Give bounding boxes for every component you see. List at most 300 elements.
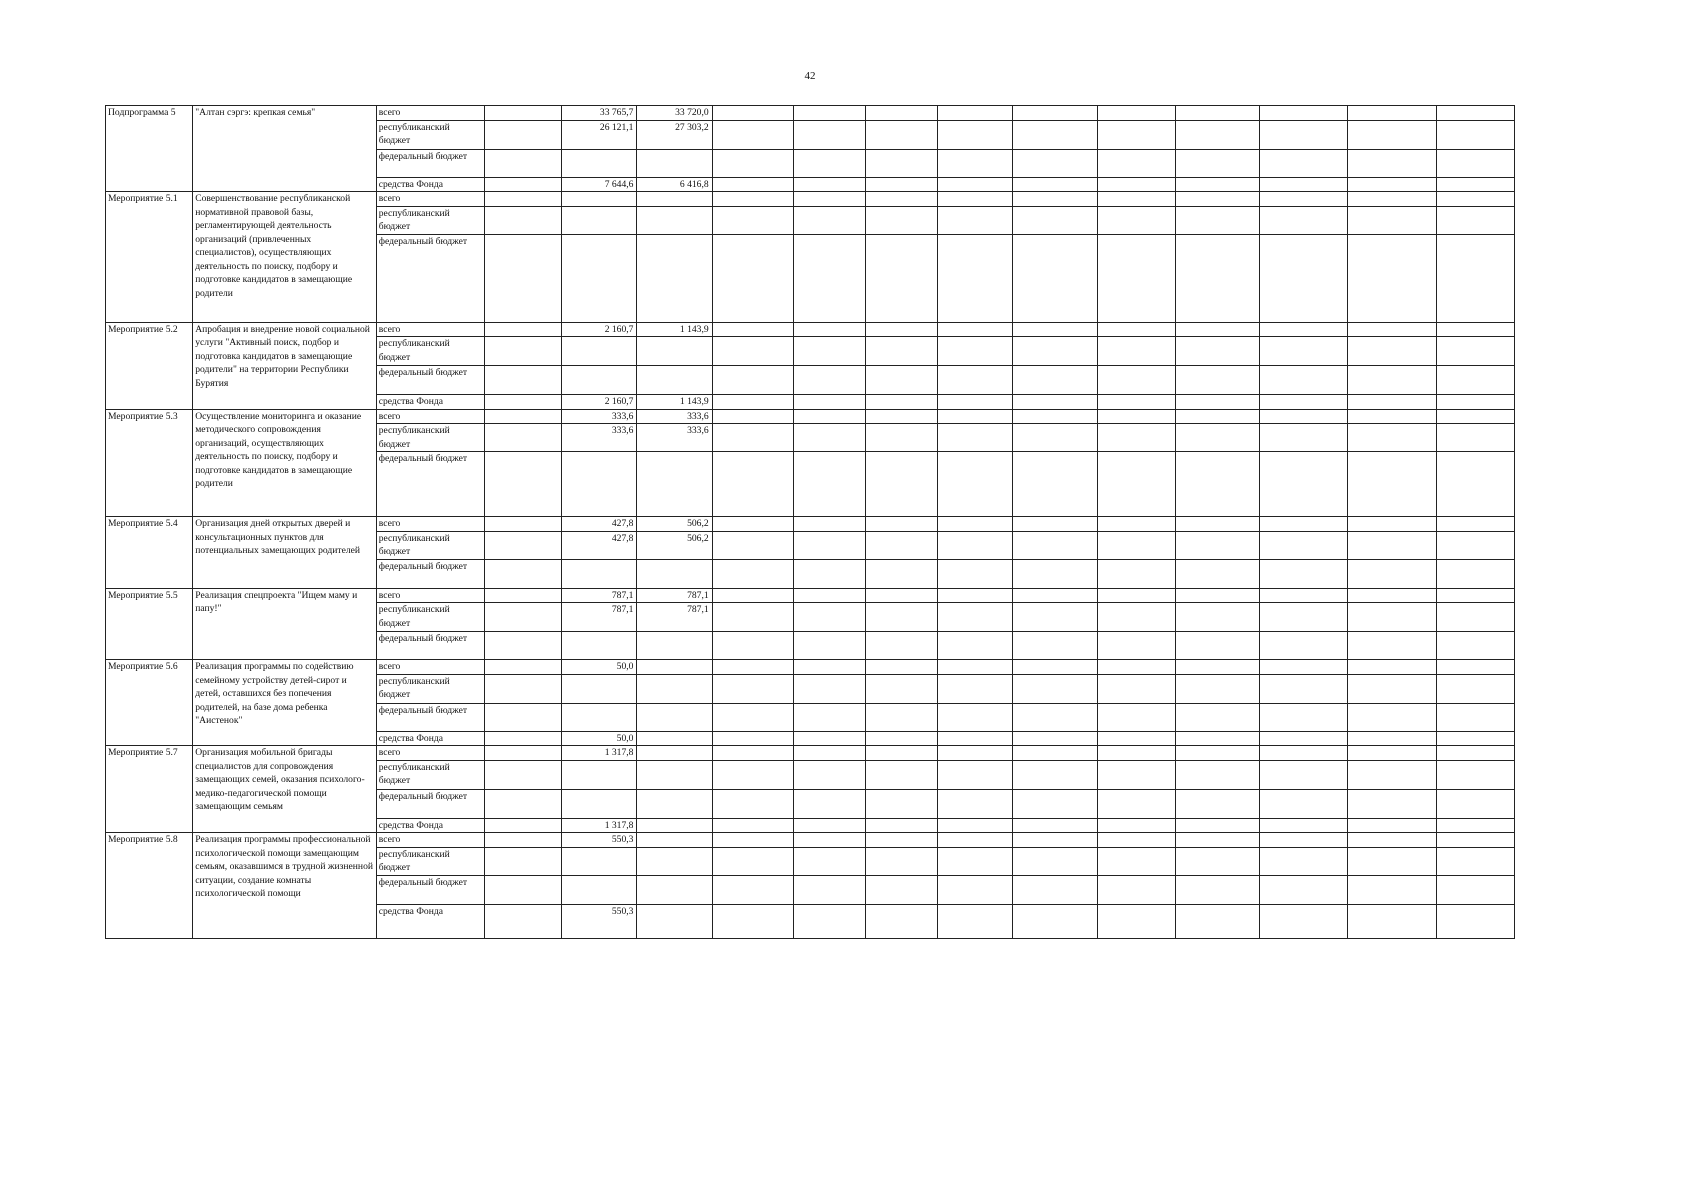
empty-cell bbox=[712, 731, 793, 746]
value-cell-actual: 506,2 bbox=[637, 517, 712, 532]
empty-cell bbox=[1348, 337, 1436, 366]
empty-cell bbox=[1097, 234, 1175, 322]
value-cell-plan bbox=[562, 337, 637, 366]
table-row bbox=[106, 517, 1515, 532]
empty-cell bbox=[1260, 177, 1348, 192]
empty-cell bbox=[938, 746, 1012, 761]
program-code-cell: Мероприятие 5.6 bbox=[106, 660, 193, 746]
empty-cell bbox=[712, 206, 793, 234]
value-cell-plan bbox=[562, 149, 637, 177]
empty-cell bbox=[866, 337, 938, 366]
funding-source-cell: федеральный бюджет bbox=[376, 875, 484, 904]
funding-source-cell: федеральный бюджет bbox=[376, 366, 484, 395]
empty-cell bbox=[938, 531, 1012, 559]
empty-cell bbox=[793, 847, 865, 875]
empty-cell bbox=[485, 789, 562, 818]
empty-cell bbox=[1175, 177, 1259, 192]
empty-cell bbox=[1012, 452, 1097, 517]
funding-source-cell: средства Фонда bbox=[376, 395, 484, 410]
funding-source-cell: федеральный бюджет bbox=[376, 149, 484, 177]
empty-cell bbox=[1348, 875, 1436, 904]
value-cell-plan: 550,3 bbox=[562, 904, 637, 938]
empty-cell bbox=[1260, 206, 1348, 234]
empty-cell bbox=[1436, 177, 1514, 192]
value-cell-plan: 333,6 bbox=[562, 409, 637, 424]
empty-cell bbox=[938, 660, 1012, 675]
value-cell-plan bbox=[562, 234, 637, 322]
empty-cell bbox=[485, 632, 562, 660]
empty-cell bbox=[1436, 559, 1514, 588]
empty-cell bbox=[1012, 409, 1097, 424]
empty-cell bbox=[866, 904, 938, 938]
empty-cell bbox=[866, 833, 938, 848]
empty-cell bbox=[1348, 517, 1436, 532]
empty-cell bbox=[866, 603, 938, 632]
program-name-cell: Организация дней открытых дверей и консультационных пунктов для потенциальных замещающих родителей bbox=[193, 517, 377, 589]
empty-cell bbox=[793, 833, 865, 848]
empty-cell bbox=[1097, 674, 1175, 703]
empty-cell bbox=[1175, 452, 1259, 517]
empty-cell bbox=[1348, 192, 1436, 207]
budget-table bbox=[105, 105, 1515, 939]
empty-cell bbox=[938, 674, 1012, 703]
empty-cell bbox=[1175, 517, 1259, 532]
empty-cell bbox=[1097, 337, 1175, 366]
empty-cell bbox=[1175, 588, 1259, 603]
empty-cell bbox=[793, 660, 865, 675]
empty-cell bbox=[485, 177, 562, 192]
empty-cell bbox=[1260, 517, 1348, 532]
empty-cell bbox=[1260, 760, 1348, 789]
empty-cell bbox=[1436, 674, 1514, 703]
value-cell-actual bbox=[637, 149, 712, 177]
empty-cell bbox=[1175, 192, 1259, 207]
empty-cell bbox=[866, 395, 938, 410]
value-cell-actual: 6 416,8 bbox=[637, 177, 712, 192]
empty-cell bbox=[1175, 120, 1259, 149]
value-cell-actual bbox=[637, 789, 712, 818]
empty-cell bbox=[485, 337, 562, 366]
funding-source-cell: средства Фонда bbox=[376, 818, 484, 833]
empty-cell bbox=[1260, 789, 1348, 818]
empty-cell bbox=[866, 531, 938, 559]
empty-cell bbox=[1175, 409, 1259, 424]
value-cell-plan bbox=[562, 206, 637, 234]
value-cell-actual: 1 143,9 bbox=[637, 395, 712, 410]
empty-cell bbox=[1260, 531, 1348, 559]
empty-cell bbox=[712, 366, 793, 395]
empty-cell bbox=[1260, 847, 1348, 875]
funding-source-cell: республиканский бюджет bbox=[376, 206, 484, 234]
funding-source-cell: республиканский бюджет bbox=[376, 674, 484, 703]
funding-source-cell: всего bbox=[376, 660, 484, 675]
empty-cell bbox=[1348, 366, 1436, 395]
funding-source-cell: всего bbox=[376, 409, 484, 424]
empty-cell bbox=[1097, 424, 1175, 452]
value-cell-plan bbox=[562, 847, 637, 875]
empty-cell bbox=[1436, 789, 1514, 818]
empty-cell bbox=[485, 904, 562, 938]
value-cell-plan: 2 160,7 bbox=[562, 395, 637, 410]
program-name-cell: Реализация спецпроекта "Ищем маму и папу!" bbox=[193, 588, 377, 660]
empty-cell bbox=[1348, 746, 1436, 761]
funding-source-cell: средства Фонда bbox=[376, 904, 484, 938]
empty-cell bbox=[1348, 531, 1436, 559]
empty-cell bbox=[793, 731, 865, 746]
value-cell-actual bbox=[637, 192, 712, 207]
empty-cell bbox=[1436, 120, 1514, 149]
empty-cell bbox=[1097, 847, 1175, 875]
empty-cell bbox=[712, 847, 793, 875]
empty-cell bbox=[1097, 120, 1175, 149]
empty-cell bbox=[485, 452, 562, 517]
empty-cell bbox=[712, 588, 793, 603]
table-row bbox=[106, 192, 1515, 207]
empty-cell bbox=[1012, 588, 1097, 603]
program-code-cell: Подпрограмма 5 bbox=[106, 106, 193, 192]
empty-cell bbox=[1097, 149, 1175, 177]
empty-cell bbox=[1097, 395, 1175, 410]
empty-cell bbox=[866, 517, 938, 532]
empty-cell bbox=[793, 603, 865, 632]
empty-cell bbox=[1348, 120, 1436, 149]
empty-cell bbox=[866, 746, 938, 761]
empty-cell bbox=[1175, 366, 1259, 395]
empty-cell bbox=[485, 559, 562, 588]
value-cell-plan: 550,3 bbox=[562, 833, 637, 848]
empty-cell bbox=[1012, 192, 1097, 207]
empty-cell bbox=[1012, 875, 1097, 904]
empty-cell bbox=[485, 588, 562, 603]
empty-cell bbox=[938, 632, 1012, 660]
empty-cell bbox=[1348, 322, 1436, 337]
funding-source-cell: всего bbox=[376, 833, 484, 848]
program-code-cell: Мероприятие 5.8 bbox=[106, 833, 193, 939]
empty-cell bbox=[1436, 366, 1514, 395]
empty-cell bbox=[793, 452, 865, 517]
empty-cell bbox=[793, 192, 865, 207]
value-cell-plan bbox=[562, 192, 637, 207]
empty-cell bbox=[485, 517, 562, 532]
empty-cell bbox=[1348, 409, 1436, 424]
value-cell-plan: 2 160,7 bbox=[562, 322, 637, 337]
empty-cell bbox=[1260, 424, 1348, 452]
empty-cell bbox=[1097, 789, 1175, 818]
empty-cell bbox=[793, 818, 865, 833]
empty-cell bbox=[485, 149, 562, 177]
value-cell-plan: 26 121,1 bbox=[562, 120, 637, 149]
empty-cell bbox=[793, 703, 865, 731]
empty-cell bbox=[712, 192, 793, 207]
funding-source-cell: всего bbox=[376, 322, 484, 337]
empty-cell bbox=[712, 559, 793, 588]
empty-cell bbox=[1436, 731, 1514, 746]
program-code-cell: Мероприятие 5.1 bbox=[106, 192, 193, 323]
funding-source-cell: федеральный бюджет bbox=[376, 559, 484, 588]
value-cell-actual: 787,1 bbox=[637, 603, 712, 632]
value-cell-actual bbox=[637, 366, 712, 395]
value-cell-actual: 506,2 bbox=[637, 531, 712, 559]
empty-cell bbox=[1175, 632, 1259, 660]
empty-cell bbox=[866, 789, 938, 818]
empty-cell bbox=[1012, 603, 1097, 632]
value-cell-plan bbox=[562, 632, 637, 660]
funding-source-cell: федеральный бюджет bbox=[376, 703, 484, 731]
empty-cell bbox=[938, 818, 1012, 833]
funding-source-cell: республиканский бюджет bbox=[376, 760, 484, 789]
empty-cell bbox=[1436, 847, 1514, 875]
funding-source-cell: республиканский бюджет bbox=[376, 120, 484, 149]
funding-source-cell: всего bbox=[376, 517, 484, 532]
empty-cell bbox=[1175, 531, 1259, 559]
empty-cell bbox=[1260, 746, 1348, 761]
empty-cell bbox=[866, 234, 938, 322]
value-cell-plan bbox=[562, 789, 637, 818]
funding-source-cell: республиканский бюджет bbox=[376, 531, 484, 559]
empty-cell bbox=[1012, 746, 1097, 761]
funding-source-cell: республиканский бюджет bbox=[376, 847, 484, 875]
empty-cell bbox=[938, 760, 1012, 789]
empty-cell bbox=[1012, 731, 1097, 746]
empty-cell bbox=[1097, 206, 1175, 234]
empty-cell bbox=[1348, 588, 1436, 603]
empty-cell bbox=[866, 206, 938, 234]
empty-cell bbox=[938, 789, 1012, 818]
empty-cell bbox=[938, 322, 1012, 337]
empty-cell bbox=[1175, 603, 1259, 632]
empty-cell bbox=[1175, 833, 1259, 848]
empty-cell bbox=[712, 674, 793, 703]
program-name-cell: Совершенствование республиканской нормативной правовой базы, регламентирующей деятельность организаций (привлеченных специалистов), осуществляющих деятельность по поиску, подбору и подготовке кандидатов в замещающие родители bbox=[193, 192, 377, 323]
empty-cell bbox=[1097, 588, 1175, 603]
empty-cell bbox=[485, 760, 562, 789]
empty-cell bbox=[1436, 531, 1514, 559]
empty-cell bbox=[1097, 703, 1175, 731]
value-cell-actual bbox=[637, 703, 712, 731]
empty-cell bbox=[1175, 674, 1259, 703]
value-cell-actual: 787,1 bbox=[637, 588, 712, 603]
empty-cell bbox=[1436, 760, 1514, 789]
value-cell-plan: 1 317,8 bbox=[562, 746, 637, 761]
empty-cell bbox=[793, 674, 865, 703]
funding-source-cell: федеральный бюджет bbox=[376, 789, 484, 818]
empty-cell bbox=[1012, 366, 1097, 395]
empty-cell bbox=[793, 120, 865, 149]
empty-cell bbox=[1012, 395, 1097, 410]
value-cell-plan: 333,6 bbox=[562, 424, 637, 452]
funding-source-cell: средства Фонда bbox=[376, 731, 484, 746]
empty-cell bbox=[485, 660, 562, 675]
value-cell-actual: 27 303,2 bbox=[637, 120, 712, 149]
empty-cell bbox=[1097, 904, 1175, 938]
empty-cell bbox=[712, 452, 793, 517]
empty-cell bbox=[1012, 789, 1097, 818]
empty-cell bbox=[1012, 177, 1097, 192]
empty-cell bbox=[1260, 703, 1348, 731]
empty-cell bbox=[485, 703, 562, 731]
empty-cell bbox=[938, 424, 1012, 452]
empty-cell bbox=[712, 517, 793, 532]
funding-source-cell: федеральный бюджет bbox=[376, 234, 484, 322]
empty-cell bbox=[485, 531, 562, 559]
value-cell-actual bbox=[637, 674, 712, 703]
empty-cell bbox=[1436, 603, 1514, 632]
empty-cell bbox=[938, 731, 1012, 746]
empty-cell bbox=[1348, 106, 1436, 121]
empty-cell bbox=[485, 206, 562, 234]
program-name-cell: Реализация программы профессиональной психологической помощи замещающим семьям, оказавшимся в трудной жизненной ситуации, создание комнаты психологической помощи bbox=[193, 833, 377, 939]
empty-cell bbox=[866, 818, 938, 833]
empty-cell bbox=[938, 395, 1012, 410]
empty-cell bbox=[1436, 703, 1514, 731]
empty-cell bbox=[793, 531, 865, 559]
empty-cell bbox=[485, 875, 562, 904]
empty-cell bbox=[793, 106, 865, 121]
empty-cell bbox=[485, 395, 562, 410]
funding-source-cell: средства Фонда bbox=[376, 177, 484, 192]
empty-cell bbox=[1097, 818, 1175, 833]
empty-cell bbox=[1260, 603, 1348, 632]
empty-cell bbox=[1012, 337, 1097, 366]
empty-cell bbox=[485, 192, 562, 207]
empty-cell bbox=[1260, 731, 1348, 746]
empty-cell bbox=[1175, 760, 1259, 789]
program-code-cell: Мероприятие 5.4 bbox=[106, 517, 193, 589]
empty-cell bbox=[1012, 760, 1097, 789]
empty-cell bbox=[485, 847, 562, 875]
empty-cell bbox=[1436, 234, 1514, 322]
empty-cell bbox=[1348, 847, 1436, 875]
empty-cell bbox=[1012, 149, 1097, 177]
funding-source-cell: всего bbox=[376, 588, 484, 603]
empty-cell bbox=[1175, 559, 1259, 588]
value-cell-plan: 427,8 bbox=[562, 531, 637, 559]
empty-cell bbox=[1260, 674, 1348, 703]
empty-cell bbox=[866, 674, 938, 703]
empty-cell bbox=[866, 192, 938, 207]
value-cell-actual bbox=[637, 904, 712, 938]
table-row bbox=[106, 106, 1515, 121]
empty-cell bbox=[1348, 731, 1436, 746]
empty-cell bbox=[1012, 106, 1097, 121]
empty-cell bbox=[938, 559, 1012, 588]
empty-cell bbox=[866, 366, 938, 395]
value-cell-plan bbox=[562, 875, 637, 904]
value-cell-actual: 333,6 bbox=[637, 409, 712, 424]
empty-cell bbox=[1097, 603, 1175, 632]
empty-cell bbox=[1097, 192, 1175, 207]
empty-cell bbox=[1348, 452, 1436, 517]
empty-cell bbox=[1348, 234, 1436, 322]
value-cell-actual bbox=[637, 833, 712, 848]
value-cell-actual: 1 143,9 bbox=[637, 322, 712, 337]
empty-cell bbox=[1260, 234, 1348, 322]
empty-cell bbox=[866, 703, 938, 731]
empty-cell bbox=[793, 149, 865, 177]
empty-cell bbox=[1436, 588, 1514, 603]
empty-cell bbox=[1260, 395, 1348, 410]
table-row bbox=[106, 746, 1515, 761]
empty-cell bbox=[712, 760, 793, 789]
empty-cell bbox=[793, 395, 865, 410]
empty-cell bbox=[1097, 632, 1175, 660]
empty-cell bbox=[793, 904, 865, 938]
empty-cell bbox=[1260, 106, 1348, 121]
empty-cell bbox=[1097, 106, 1175, 121]
empty-cell bbox=[1436, 206, 1514, 234]
program-name-cell: Апробация и внедрение новой социальной услуги "Активный поиск, подбор и подготовка кандидатов в замещающие родители" на территории Республики Бурятия bbox=[193, 322, 377, 409]
table-row bbox=[106, 409, 1515, 424]
empty-cell bbox=[1097, 322, 1175, 337]
empty-cell bbox=[1175, 731, 1259, 746]
empty-cell bbox=[1260, 337, 1348, 366]
value-cell-actual: 33 720,0 bbox=[637, 106, 712, 121]
empty-cell bbox=[1348, 789, 1436, 818]
empty-cell bbox=[1012, 703, 1097, 731]
empty-cell bbox=[938, 234, 1012, 322]
empty-cell bbox=[793, 632, 865, 660]
empty-cell bbox=[1348, 177, 1436, 192]
empty-cell bbox=[1097, 177, 1175, 192]
empty-cell bbox=[866, 452, 938, 517]
value-cell-actual bbox=[637, 337, 712, 366]
empty-cell bbox=[866, 106, 938, 121]
empty-cell bbox=[712, 632, 793, 660]
empty-cell bbox=[1436, 875, 1514, 904]
empty-cell bbox=[1348, 632, 1436, 660]
program-name-cell: "Алтан сэргэ: крепкая семья" bbox=[193, 106, 377, 192]
empty-cell bbox=[1012, 904, 1097, 938]
empty-cell bbox=[1348, 904, 1436, 938]
empty-cell bbox=[1436, 904, 1514, 938]
value-cell-plan: 7 644,6 bbox=[562, 177, 637, 192]
empty-cell bbox=[712, 833, 793, 848]
empty-cell bbox=[1436, 818, 1514, 833]
empty-cell bbox=[793, 366, 865, 395]
empty-cell bbox=[1260, 588, 1348, 603]
empty-cell bbox=[866, 588, 938, 603]
empty-cell bbox=[712, 660, 793, 675]
empty-cell bbox=[1260, 904, 1348, 938]
empty-cell bbox=[1012, 674, 1097, 703]
value-cell-plan bbox=[562, 366, 637, 395]
empty-cell bbox=[712, 789, 793, 818]
empty-cell bbox=[793, 875, 865, 904]
funding-source-cell: федеральный бюджет bbox=[376, 632, 484, 660]
empty-cell bbox=[1012, 120, 1097, 149]
empty-cell bbox=[793, 424, 865, 452]
empty-cell bbox=[793, 322, 865, 337]
empty-cell bbox=[1348, 559, 1436, 588]
empty-cell bbox=[866, 177, 938, 192]
program-name-cell: Реализация программы по содействию семейному устройству детей-сирот и детей, оставшихся без попечения родителей, на базе дома ребенка "Аистенок" bbox=[193, 660, 377, 746]
empty-cell bbox=[1012, 517, 1097, 532]
empty-cell bbox=[1175, 337, 1259, 366]
empty-cell bbox=[1175, 106, 1259, 121]
empty-cell bbox=[1097, 531, 1175, 559]
program-code-cell: Мероприятие 5.3 bbox=[106, 409, 193, 517]
value-cell-actual bbox=[637, 660, 712, 675]
empty-cell bbox=[485, 731, 562, 746]
value-cell-actual bbox=[637, 875, 712, 904]
value-cell-actual bbox=[637, 847, 712, 875]
empty-cell bbox=[1436, 452, 1514, 517]
empty-cell bbox=[712, 703, 793, 731]
empty-cell bbox=[1097, 875, 1175, 904]
empty-cell bbox=[866, 424, 938, 452]
empty-cell bbox=[938, 588, 1012, 603]
empty-cell bbox=[938, 847, 1012, 875]
